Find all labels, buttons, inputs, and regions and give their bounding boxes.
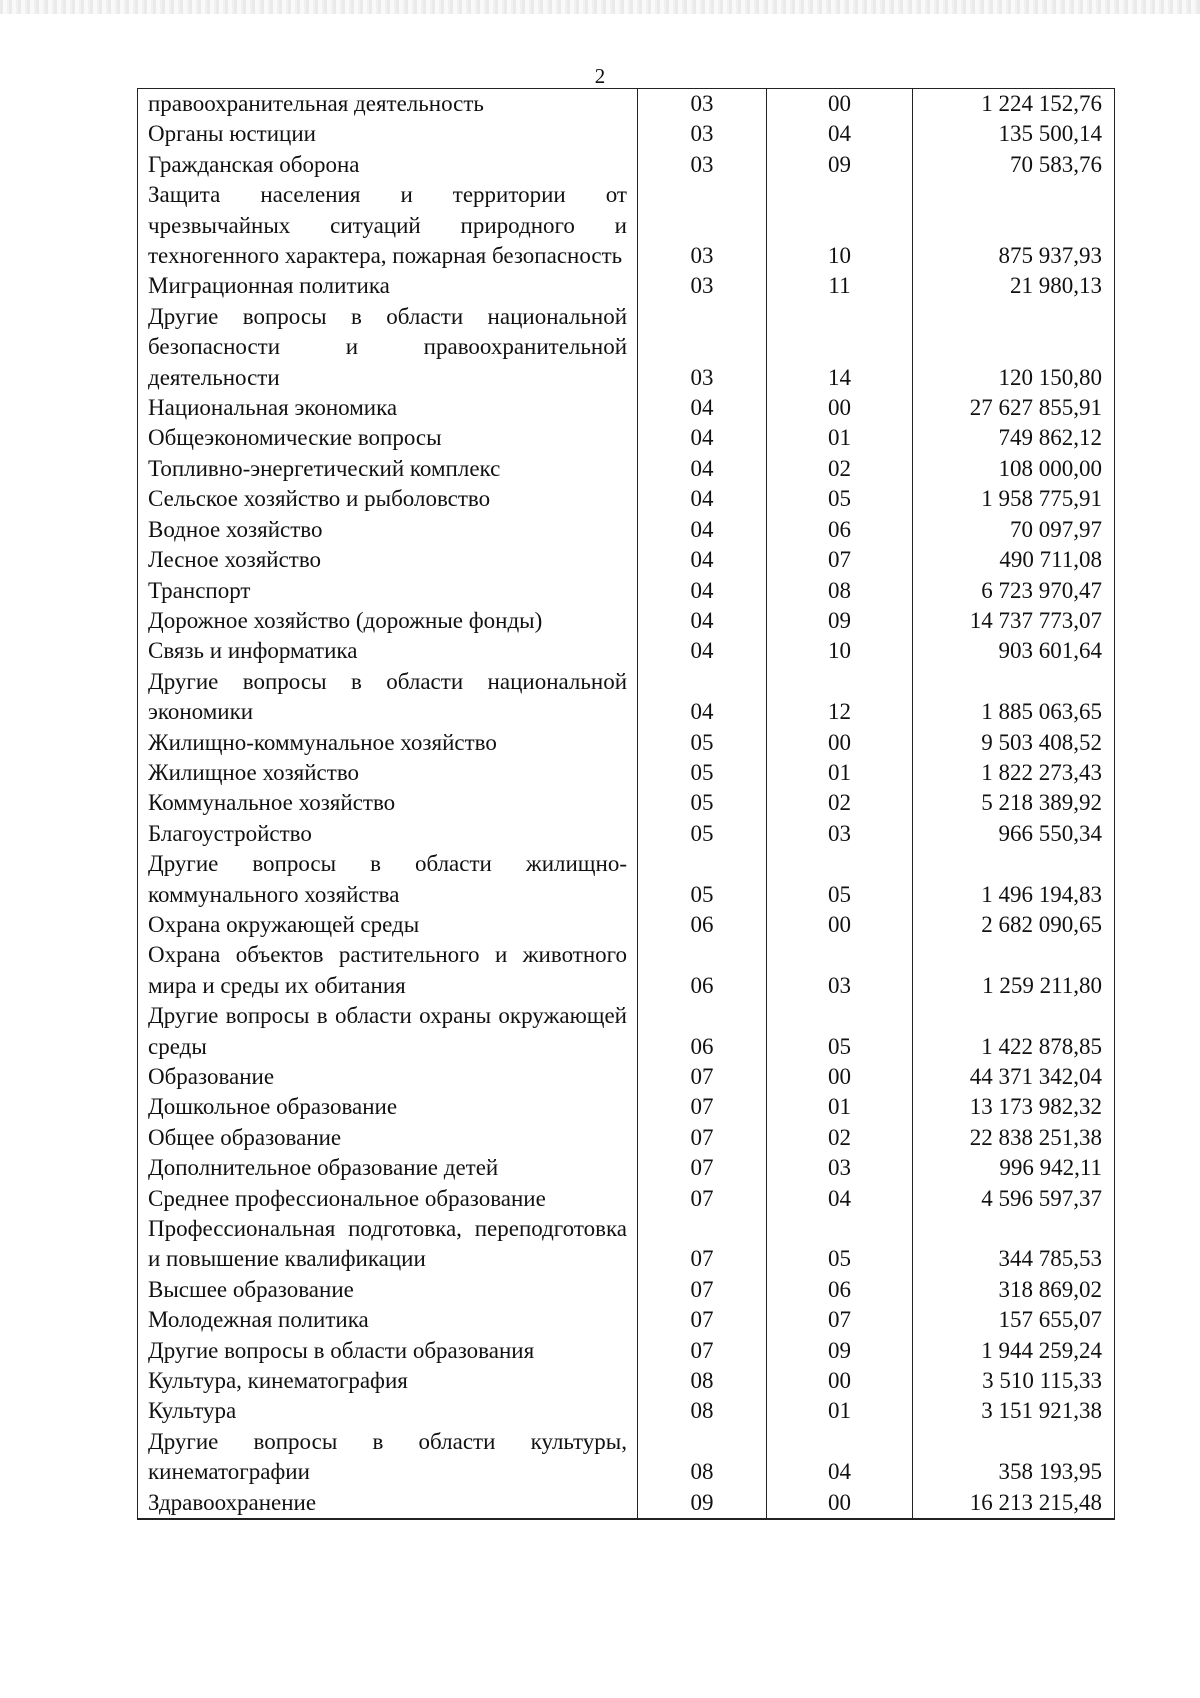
row-amount: 4 596 597,37 xyxy=(913,1184,1115,1214)
row-name: Лесное хозяйство xyxy=(138,545,638,575)
row-amount: 5 218 389,92 xyxy=(913,788,1115,818)
row-name: Образование xyxy=(138,1062,638,1092)
scan-edge-artifact xyxy=(0,0,1200,14)
table-row xyxy=(138,849,1115,910)
row-amount: 13 173 982,32 xyxy=(913,1092,1115,1122)
row-subsection-code: 07 xyxy=(767,545,913,575)
row-section-code: 07 xyxy=(638,1123,767,1153)
row-name: Сельское хозяйство и рыболовство xyxy=(138,484,638,514)
table-row xyxy=(138,1092,1115,1122)
row-section-code: 04 xyxy=(638,393,767,423)
row-subsection-code: 00 xyxy=(767,1488,913,1519)
row-section-code: 03 xyxy=(638,302,767,393)
row-subsection-code: 03 xyxy=(767,819,913,849)
row-amount: 108 000,00 xyxy=(913,454,1115,484)
row-section-code: 07 xyxy=(638,1092,767,1122)
row-subsection-code: 02 xyxy=(767,454,913,484)
table-row xyxy=(138,545,1115,575)
row-amount: 1 944 259,24 xyxy=(913,1336,1115,1366)
row-name: Профессиональная подготовка, переподготовка и повышение квалификации xyxy=(138,1214,638,1275)
row-amount: 1 259 211,80 xyxy=(913,940,1115,1001)
row-section-code: 03 xyxy=(638,89,767,120)
table-row xyxy=(138,667,1115,728)
row-subsection-code: 09 xyxy=(767,150,913,180)
table-row xyxy=(138,606,1115,636)
row-subsection-code: 01 xyxy=(767,1396,913,1426)
table-row xyxy=(138,1336,1115,1366)
row-name: Гражданская оборона xyxy=(138,150,638,180)
row-subsection-code: 00 xyxy=(767,1366,913,1396)
row-section-code: 03 xyxy=(638,119,767,149)
row-subsection-code: 05 xyxy=(767,849,913,910)
row-name: Дополнительное образование детей xyxy=(138,1153,638,1183)
row-subsection-code: 00 xyxy=(767,89,913,120)
table-row xyxy=(138,302,1115,393)
row-amount: 135 500,14 xyxy=(913,119,1115,149)
row-subsection-code: 02 xyxy=(767,1123,913,1153)
table-row xyxy=(138,576,1115,606)
row-subsection-code: 02 xyxy=(767,788,913,818)
table-body xyxy=(138,89,1115,1520)
row-name: Другие вопросы в области национальной экономики xyxy=(138,667,638,728)
row-name: Культура, кинематография xyxy=(138,1366,638,1396)
row-section-code: 07 xyxy=(638,1305,767,1335)
table-row xyxy=(138,1305,1115,1335)
table-row xyxy=(138,728,1115,758)
row-section-code: 08 xyxy=(638,1427,767,1488)
row-section-code: 03 xyxy=(638,271,767,301)
row-name: Охрана объектов растительного и животного мира и среды их обитания xyxy=(138,940,638,1001)
row-section-code: 04 xyxy=(638,515,767,545)
row-section-code: 05 xyxy=(638,788,767,818)
table-row xyxy=(138,423,1115,453)
table-row xyxy=(138,1366,1115,1396)
row-section-code: 04 xyxy=(638,454,767,484)
row-section-code: 08 xyxy=(638,1366,767,1396)
row-name: Высшее образование xyxy=(138,1275,638,1305)
row-name: Защита населения и территории от чрезвычайных ситуаций природного и техногенного характера, пожарная безопасность xyxy=(138,180,638,271)
row-amount: 1 958 775,91 xyxy=(913,484,1115,514)
row-name: Дорожное хозяйство (дорожные фонды) xyxy=(138,606,638,636)
row-section-code: 07 xyxy=(638,1184,767,1214)
row-subsection-code: 00 xyxy=(767,910,913,940)
table-row xyxy=(138,1153,1115,1183)
table-row xyxy=(138,636,1115,666)
row-subsection-code: 01 xyxy=(767,423,913,453)
row-section-code: 04 xyxy=(638,423,767,453)
row-section-code: 05 xyxy=(638,849,767,910)
row-section-code: 04 xyxy=(638,606,767,636)
row-section-code: 05 xyxy=(638,819,767,849)
row-section-code: 04 xyxy=(638,636,767,666)
table-row xyxy=(138,940,1115,1001)
table-row xyxy=(138,1214,1115,1275)
row-name: Охрана окружающей среды xyxy=(138,910,638,940)
row-amount: 157 655,07 xyxy=(913,1305,1115,1335)
table-row xyxy=(138,910,1115,940)
row-subsection-code: 01 xyxy=(767,758,913,788)
row-amount: 14 737 773,07 xyxy=(913,606,1115,636)
row-subsection-code: 12 xyxy=(767,667,913,728)
row-amount: 22 838 251,38 xyxy=(913,1123,1115,1153)
row-subsection-code: 04 xyxy=(767,119,913,149)
table-row xyxy=(138,758,1115,788)
row-name: Среднее профессиональное образование xyxy=(138,1184,638,1214)
row-name: Другие вопросы в области охраны окружающей среды xyxy=(138,1001,638,1062)
row-section-code: 05 xyxy=(638,728,767,758)
row-subsection-code: 05 xyxy=(767,1001,913,1062)
row-section-code: 03 xyxy=(638,180,767,271)
row-section-code: 04 xyxy=(638,576,767,606)
row-name: Водное хозяйство xyxy=(138,515,638,545)
row-subsection-code: 03 xyxy=(767,1153,913,1183)
row-amount: 1 822 273,43 xyxy=(913,758,1115,788)
row-subsection-code: 10 xyxy=(767,636,913,666)
row-amount: 1 422 878,85 xyxy=(913,1001,1115,1062)
table-row xyxy=(138,180,1115,271)
row-subsection-code: 05 xyxy=(767,484,913,514)
row-subsection-code: 00 xyxy=(767,728,913,758)
row-subsection-code: 09 xyxy=(767,1336,913,1366)
table-row xyxy=(138,1184,1115,1214)
row-section-code: 09 xyxy=(638,1488,767,1519)
row-name: Общеэкономические вопросы xyxy=(138,423,638,453)
row-amount: 3 151 921,38 xyxy=(913,1396,1115,1426)
table-row xyxy=(138,1001,1115,1062)
row-subsection-code: 04 xyxy=(767,1427,913,1488)
row-subsection-code: 09 xyxy=(767,606,913,636)
row-section-code: 08 xyxy=(638,1396,767,1426)
row-subsection-code: 03 xyxy=(767,940,913,1001)
table-row xyxy=(138,1488,1115,1519)
row-name: Транспорт xyxy=(138,576,638,606)
table-row xyxy=(138,119,1115,149)
row-amount: 318 869,02 xyxy=(913,1275,1115,1305)
row-name: Органы юстиции xyxy=(138,119,638,149)
table-row xyxy=(138,1396,1115,1426)
table-row xyxy=(138,1062,1115,1092)
row-name: Жилищное хозяйство xyxy=(138,758,638,788)
row-subsection-code: 00 xyxy=(767,1062,913,1092)
table-row xyxy=(138,393,1115,423)
row-section-code: 06 xyxy=(638,940,767,1001)
row-amount: 875 937,93 xyxy=(913,180,1115,271)
row-name: Общее образование xyxy=(138,1123,638,1153)
row-amount: 358 193,95 xyxy=(913,1427,1115,1488)
row-section-code: 07 xyxy=(638,1275,767,1305)
row-subsection-code: 05 xyxy=(767,1214,913,1275)
row-amount: 21 980,13 xyxy=(913,271,1115,301)
table-row xyxy=(138,515,1115,545)
row-name: Другие вопросы в области жилищно-коммунального хозяйства xyxy=(138,849,638,910)
row-section-code: 04 xyxy=(638,545,767,575)
row-amount: 6 723 970,47 xyxy=(913,576,1115,606)
row-subsection-code: 07 xyxy=(767,1305,913,1335)
row-amount: 1 224 152,76 xyxy=(913,89,1115,120)
row-amount: 2 682 090,65 xyxy=(913,910,1115,940)
row-amount: 16 213 215,48 xyxy=(913,1488,1115,1519)
table-row xyxy=(138,1275,1115,1305)
row-section-code: 07 xyxy=(638,1153,767,1183)
budget-table xyxy=(137,88,1115,1520)
page-number: 2 xyxy=(594,64,606,88)
row-section-code: 04 xyxy=(638,667,767,728)
table-row xyxy=(138,454,1115,484)
row-section-code: 06 xyxy=(638,910,767,940)
table-row xyxy=(138,150,1115,180)
row-amount: 3 510 115,33 xyxy=(913,1366,1115,1396)
row-section-code: 07 xyxy=(638,1214,767,1275)
row-amount: 1 496 194,83 xyxy=(913,849,1115,910)
row-name: Другие вопросы в области образования xyxy=(138,1336,638,1366)
row-name: Здравоохранение xyxy=(138,1488,638,1519)
row-subsection-code: 06 xyxy=(767,1275,913,1305)
row-section-code: 03 xyxy=(638,150,767,180)
row-subsection-code: 04 xyxy=(767,1184,913,1214)
row-amount: 903 601,64 xyxy=(913,636,1115,666)
row-amount: 70 583,76 xyxy=(913,150,1115,180)
row-section-code: 07 xyxy=(638,1336,767,1366)
row-amount: 44 371 342,04 xyxy=(913,1062,1115,1092)
row-section-code: 07 xyxy=(638,1062,767,1092)
table-row xyxy=(138,788,1115,818)
row-amount: 120 150,80 xyxy=(913,302,1115,393)
row-subsection-code: 10 xyxy=(767,180,913,271)
row-section-code: 05 xyxy=(638,758,767,788)
row-amount: 70 097,97 xyxy=(913,515,1115,545)
table-row xyxy=(138,819,1115,849)
row-name: Коммунальное хозяйство xyxy=(138,788,638,818)
row-amount: 27 627 855,91 xyxy=(913,393,1115,423)
row-name: Дошкольное образование xyxy=(138,1092,638,1122)
row-subsection-code: 06 xyxy=(767,515,913,545)
row-name: Миграционная политика xyxy=(138,271,638,301)
row-subsection-code: 14 xyxy=(767,302,913,393)
row-name: Молодежная политика xyxy=(138,1305,638,1335)
row-name: Связь и информатика xyxy=(138,636,638,666)
row-section-code: 06 xyxy=(638,1001,767,1062)
row-amount: 749 862,12 xyxy=(913,423,1115,453)
row-subsection-code: 11 xyxy=(767,271,913,301)
row-subsection-code: 08 xyxy=(767,576,913,606)
table-row xyxy=(138,271,1115,301)
row-name: Другие вопросы в области культуры, кинематографии xyxy=(138,1427,638,1488)
row-amount: 1 885 063,65 xyxy=(913,667,1115,728)
row-name: Топливно-энергетический комплекс xyxy=(138,454,638,484)
row-subsection-code: 00 xyxy=(767,393,913,423)
row-amount: 344 785,53 xyxy=(913,1214,1115,1275)
row-subsection-code: 01 xyxy=(767,1092,913,1122)
row-name: правоохранительная деятельность xyxy=(138,89,638,120)
row-name: Другие вопросы в области национальной безопасности и правоохранительной деятельности xyxy=(138,302,638,393)
row-amount: 9 503 408,52 xyxy=(913,728,1115,758)
row-amount: 490 711,08 xyxy=(913,545,1115,575)
table-row xyxy=(138,1123,1115,1153)
row-name: Благоустройство xyxy=(138,819,638,849)
table-row xyxy=(138,1427,1115,1488)
row-name: Национальная экономика xyxy=(138,393,638,423)
row-amount: 966 550,34 xyxy=(913,819,1115,849)
row-amount: 996 942,11 xyxy=(913,1153,1115,1183)
table-row xyxy=(138,89,1115,120)
row-name: Культура xyxy=(138,1396,638,1426)
row-name: Жилищно-коммунальное хозяйство xyxy=(138,728,638,758)
table-row xyxy=(138,484,1115,514)
row-section-code: 04 xyxy=(638,484,767,514)
